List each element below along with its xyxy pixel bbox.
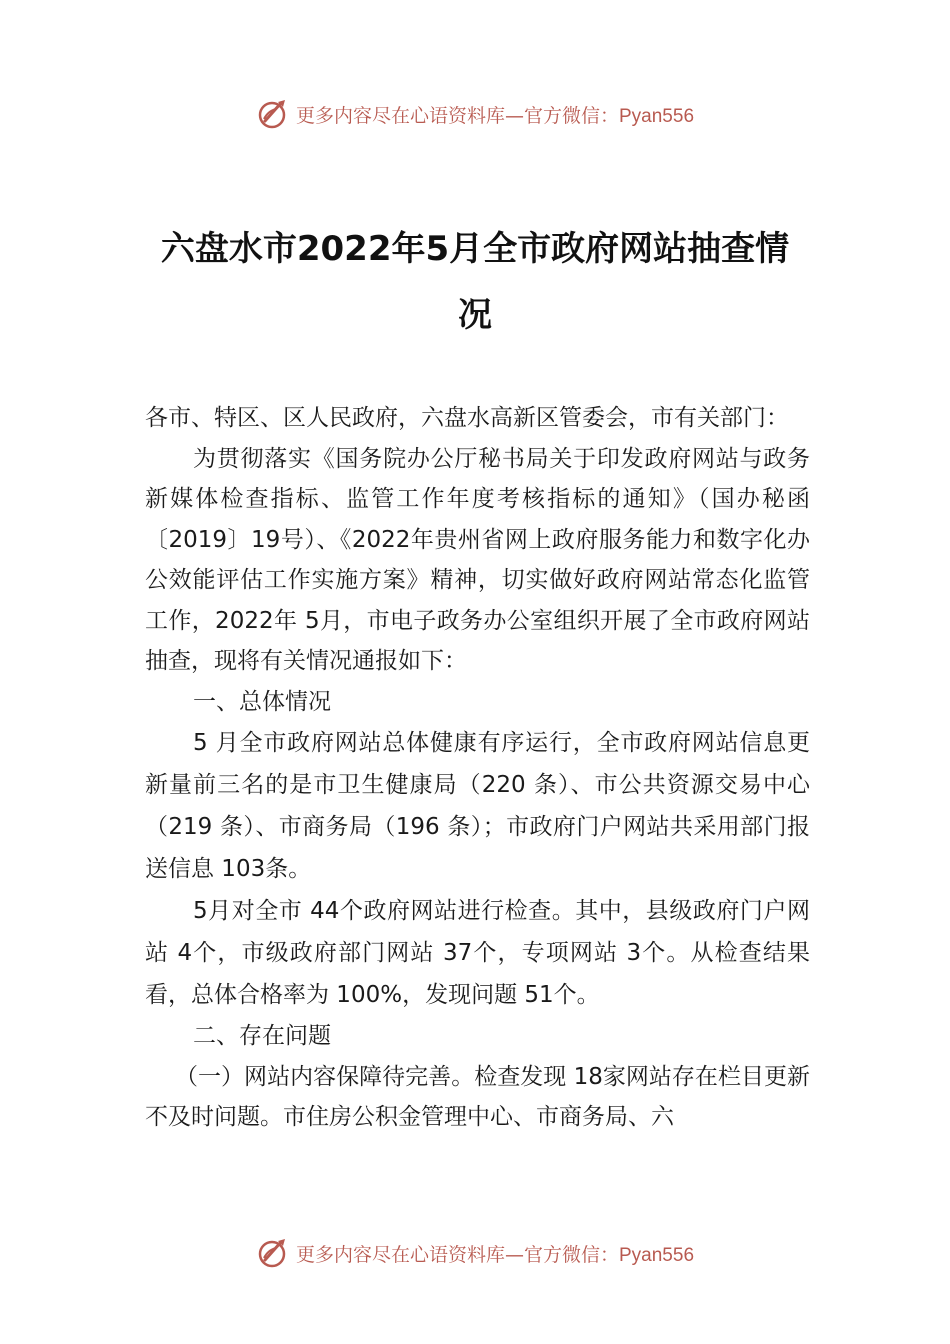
document-body [145, 398, 810, 1138]
watermark-header [0, 94, 950, 134]
overview-paragraph-2: 5月对全市 44个政府网站进行检查。其中，县级政府门户网站 4个，市级政府部门网站 37个，专项网站 3个。从检查结果看，总体合格率为 100%，发现问题 51个。 [145, 898, 810, 1008]
issues-paragraph-1: （一）网站内容保障待完善。检查发现 18家网站存在栏目更新不及时问题。市住房公积金管理中心、市商务局、六 [145, 1063, 810, 1130]
section-heading-overview: 一、总体情况 [193, 688, 331, 715]
pen-logo-icon [256, 1236, 290, 1270]
pen-logo-icon [256, 97, 290, 131]
intro-paragraph: 为贯彻落实《国务院办公厅秘书局关于印发政府网站与政务新媒体检查指标、监管工作年度考核指标的通知》（国办秘函〔2019〕19号）、《2022年贵州省网上政府服务能力和数字化办公效能评估工作实施方案》精神，切实做好政府网站常态化监管工作，2022年 5月，市电子政务办公室组织开展了全市政府网站抽查，现将有关情况通报如下： [145, 445, 810, 674]
section-heading-issues: 二、存在问题 [193, 1023, 331, 1049]
overview-paragraph-1: 5 月全市政府网站总体健康有序运行，全市政府网站信息更新量前三名的是市卫生健康局（220 条）、市公共资源交易中心（219 条）、市商务局（196 条）；市政府门户网站共采用部门报送信息 103条。 [145, 730, 810, 882]
salutation-paragraph: 各市、特区、区人民政府，六盘水高新区管委会，市有关部门： [145, 405, 789, 431]
watermark-footer [0, 1233, 950, 1273]
document-title: 六盘水市2022年5月全市政府网站抽查情况 [160, 229, 790, 335]
watermark-text: 更多内容尽在心语资料库—官方微信：Pyan556 [295, 104, 695, 127]
watermark-text: 更多内容尽在心语资料库—官方微信：Pyan556 [295, 1243, 695, 1266]
